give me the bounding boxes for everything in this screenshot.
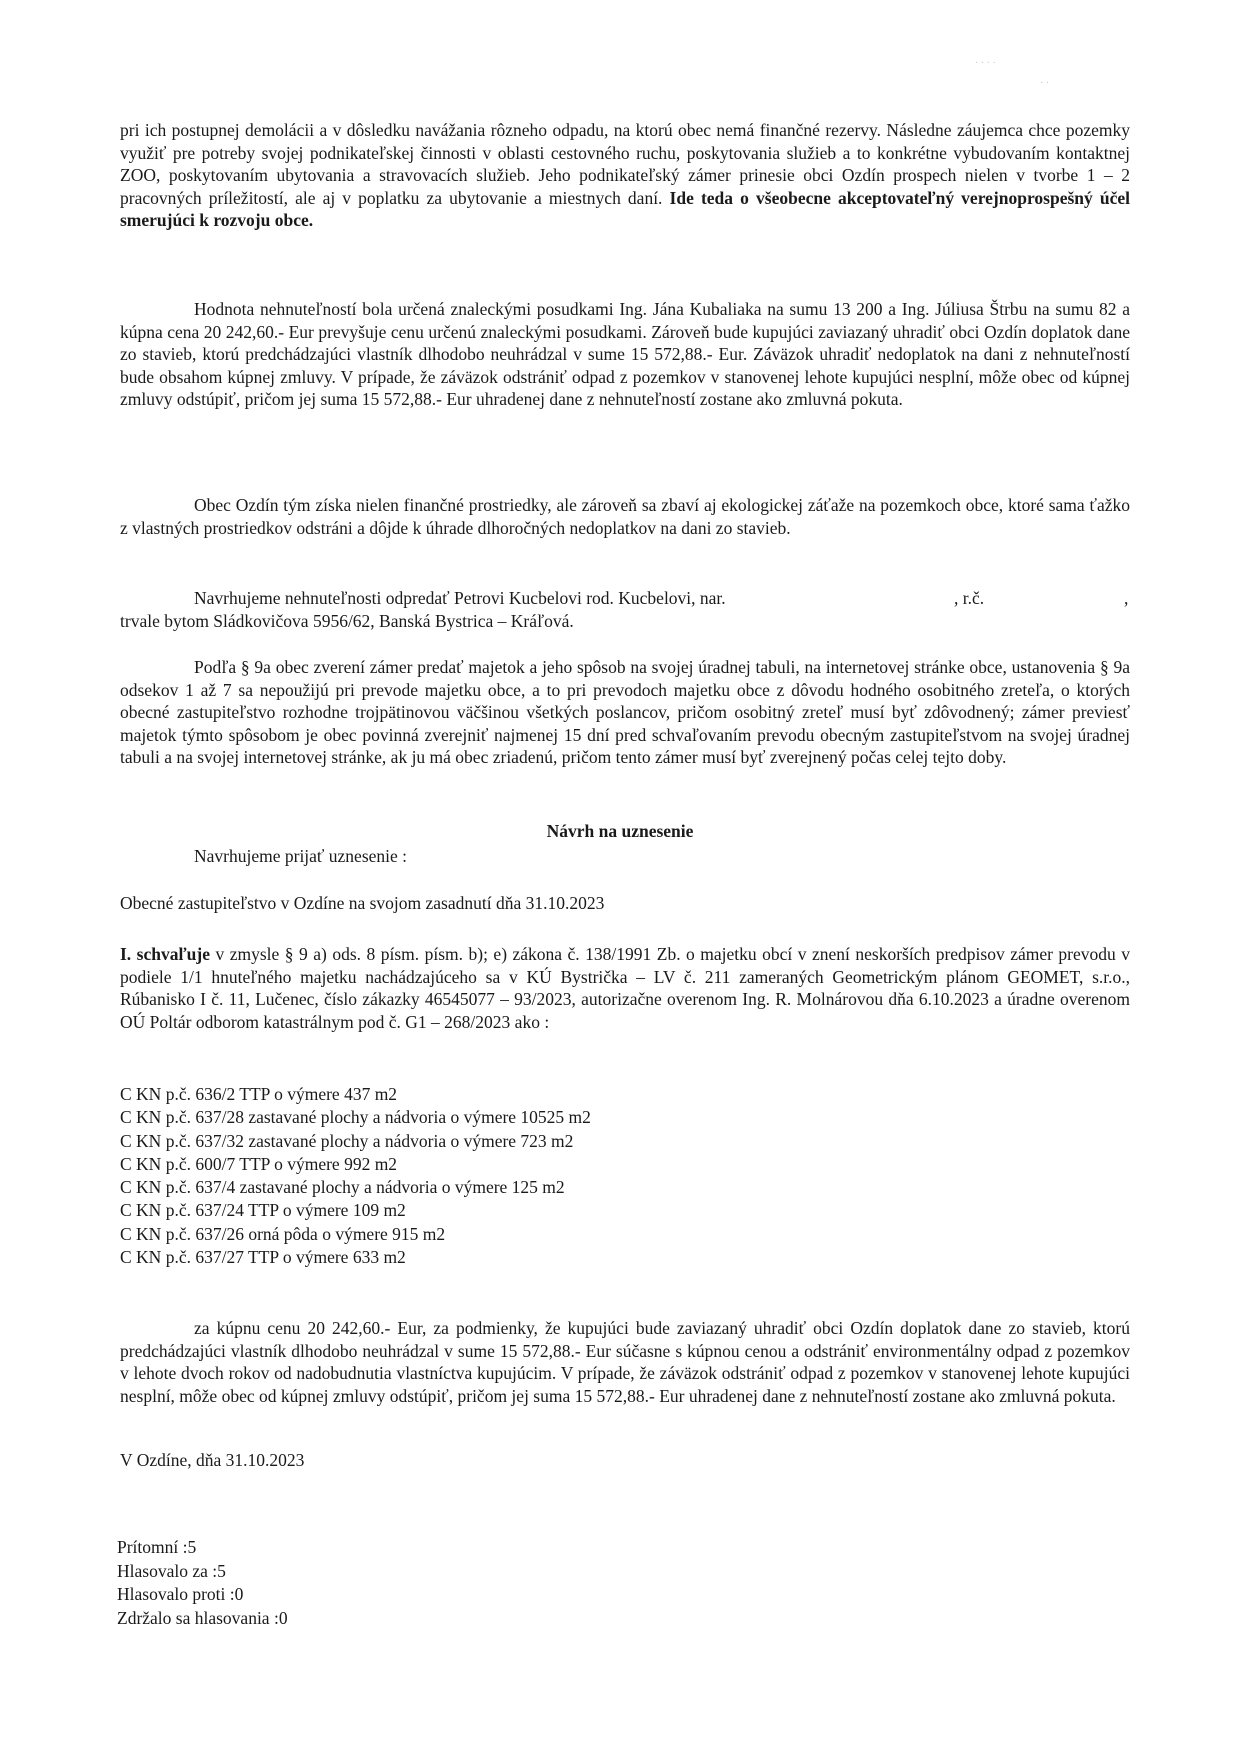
intro-bold-text: Ide teda o všeobecne akceptovateľný verejnoprospešný účel smerujúci k rozvoju obce.	[120, 187, 1130, 230]
parcel-list	[120, 1083, 591, 1269]
approve-label: I. schvaľuje	[120, 944, 211, 964]
scan-artifact: · ·	[1040, 78, 1050, 89]
vote-against: Hlasovalo proti :0	[117, 1584, 244, 1604]
approve-text: v zmysle § 9 a) ods. 8 písm. písm. b); e) zákona č. 138/1991 Zb. o majetku obcí v znení neskorších predpisov zámer prevodu v podiele 1/1 hnuteľného majetku nachádzajúceho sa v KÚ Bystrička – LV č. 211 zameraných Geometrickým plánom GEOMET, s.r.o., Rúbanisko I č. 11, Lučenec, číslo zákazky 46545077 – 93/2023, autorizačne overenom Ing. R. Molnárovou dňa 6.10.2023 a úradne overenom OÚ Poltár odborom katastrálnym pod č. G1 – 268/2023 ako :	[120, 944, 1130, 1032]
list-item: C KN p.č. 637/32 zastavané plochy a nádvoria o výmere 723 m2	[120, 1130, 574, 1151]
place-date: V Ozdíne, dňa 31.10.2023	[120, 1450, 305, 1470]
voting-results	[117, 1536, 288, 1630]
vote-for: Hlasovalo za :5	[117, 1560, 226, 1581]
scan-artifact: · · · ·	[975, 58, 996, 69]
resolution-intro: Navrhujeme prijať uznesenie :	[194, 846, 408, 866]
list-item: C KN p.č. 600/7 TTP o výmere 992 m2	[120, 1153, 398, 1174]
list-item: C KN p.č. 637/26 orná pôda o výmere 915 m2	[120, 1223, 446, 1244]
list-item: C KN p.č. 636/2 TTP o výmere 437 m2	[120, 1084, 398, 1104]
intro-paragraph	[120, 119, 1130, 232]
proposal-buyer: Navrhujeme nehnuteľnosti odpredať Petrovi Kucbelovi rod. Kucbelovi, nar.	[194, 588, 726, 608]
law-paragraph: Podľa § 9a obec zverení zámer predať majetok a jeho spôsob na svojej úradnej tabuli, na internetovej stránke obce, ustanovenia § 9a odsekov 1 až 7 sa nepoužijú pri prevode majetku obce, a to pri prevodoch majetku obce z dôvodu hodného osobitného zreteľa, o ktorých obecné zastupiteľstvo rozhodne trojpätinovou väčšinou všetkých poslancov, pričom osobitný zreteľ musí byť zdôvodnený; zámer previesť majetok týmto spôsobom je obec povinná zverejniť najmenej 15 dní pred schvaľovaním prevodu obecným zastupiteľstvom na svojej úradnej tabuli a na svojej internetovej stránke, ak ju má obec zriadenú, pričom tento zámer musí byť zverejnený počas celej tejto doby.	[120, 657, 1130, 767]
list-item: C KN p.č. 637/24 TTP o výmere 109 m2	[120, 1200, 406, 1221]
vote-present: Prítomní :5	[117, 1537, 197, 1557]
list-item: C KN p.č. 637/28 zastavané plochy a nádvoria o výmere 10525 m2	[120, 1107, 591, 1128]
benefit-paragraph: Obec Ozdín tým získa nielen finančné prostriedky, ale zároveň sa zbaví aj ekologickej záťaže na pozemkoch obce, ktoré sama ťažko z vlastných prostriedkov odstráni a dôjde k úhrade dlhoročných nedoplatkov na dani zo stavieb.	[120, 495, 1130, 538]
approval-paragraph	[120, 943, 1130, 1033]
resolution-heading: Návrh na uznesenie	[546, 821, 694, 841]
list-item: C KN p.č. 637/27 TTP o výmere 633 m2	[120, 1247, 406, 1268]
price-paragraph: za kúpnu cenu 20 242,60.- Eur, za podmienky, že kupujúci bude zaviazaný uhradiť obci Ozdín doplatok dane zo stavieb, ktorú predchádzajúci vlastník dlhodobo neuhrádzal v sume 15 572,88.- Eur súčasne s kúpnou cenou a odstrániť environmentálny odpad z pozemkov v lehote dvoch rokov od nadobudnutia vlastníctva kupujúcim. V prípade, že záväzok odstrániť odpad z pozemkov v stanovenej lehote kupujúci nesplní, môže obec od kúpnej zmluvy odstúpiť, pričom jej suma 15 572,88.- Eur uhradenej dane z nehnuteľností zostane ako zmluvná pokuta.	[120, 1318, 1130, 1406]
value-paragraph: Hodnota nehnuteľností bola určená znaleckými posudkami Ing. Jána Kubaliaka na sumu 13 200 a Ing. Júliusa Štrbu na sumu 82 a kúpna cena 20 242,60.- Eur prevyšuje cenu určenú znaleckými posudkami. Zároveň bude kupujúci zaviazaný uhradiť obci Ozdín doplatok dane zo stavieb, ktorú predchádzajúci vlastník dlhodobo neuhrádzal v sume 15 572,88.- Eur. Záväzok uhradiť nedoplatok na dani z nehnuteľností bude obsahom kúpnej zmluvy. V prípade, že záväzok odstrániť odpad z pozemkov v stanovenej lehote kupujúci nesplní, môže obec od kúpnej zmluvy odstúpiť, pričom jej suma 15 572,88.- Eur uhradenej dane z nehnuteľností zostane ako zmluvná pokuta.	[120, 299, 1130, 409]
proposal-line-1	[194, 587, 726, 610]
proposal-birth-number-label: , r.č.	[954, 588, 985, 608]
vote-abstain: Zdržalo sa hlasovania :0	[117, 1607, 288, 1628]
list-item: C KN p.č. 637/4 zastavané plochy a nádvoria o výmere 125 m2	[120, 1177, 565, 1198]
proposal-comma: ,	[1124, 588, 1129, 608]
proposal-line-2: trvale bytom Sládkovičova 5956/62, Banská Bystrica – Kráľová.	[120, 611, 574, 631]
council-statement: Obecné zastupiteľstvo v Ozdíne na svojom zasadnutí dňa 31.10.2023	[120, 893, 605, 913]
intro-text: pri ich postupnej demolácii a v dôsledku navážania rôzneho odpadu, na ktorú obec nemá finančné rezervy. Následne záujemca chce pozemky využiť pre potreby svojej podnikateľskej činnosti v oblasti cestovného ruchu, poskytovania služieb a to konkrétne vybudovaním kontaktnej ZOO, poskytovaním ubytovania a stravovacích služieb. Jeho podnikateľský zámer prinesie obci Ozdín prospech nielen v tvorbe 1 – 2 pracovných príležitostí, ale aj v poplatku za ubytovanie a miestnych daní.	[120, 120, 1130, 208]
